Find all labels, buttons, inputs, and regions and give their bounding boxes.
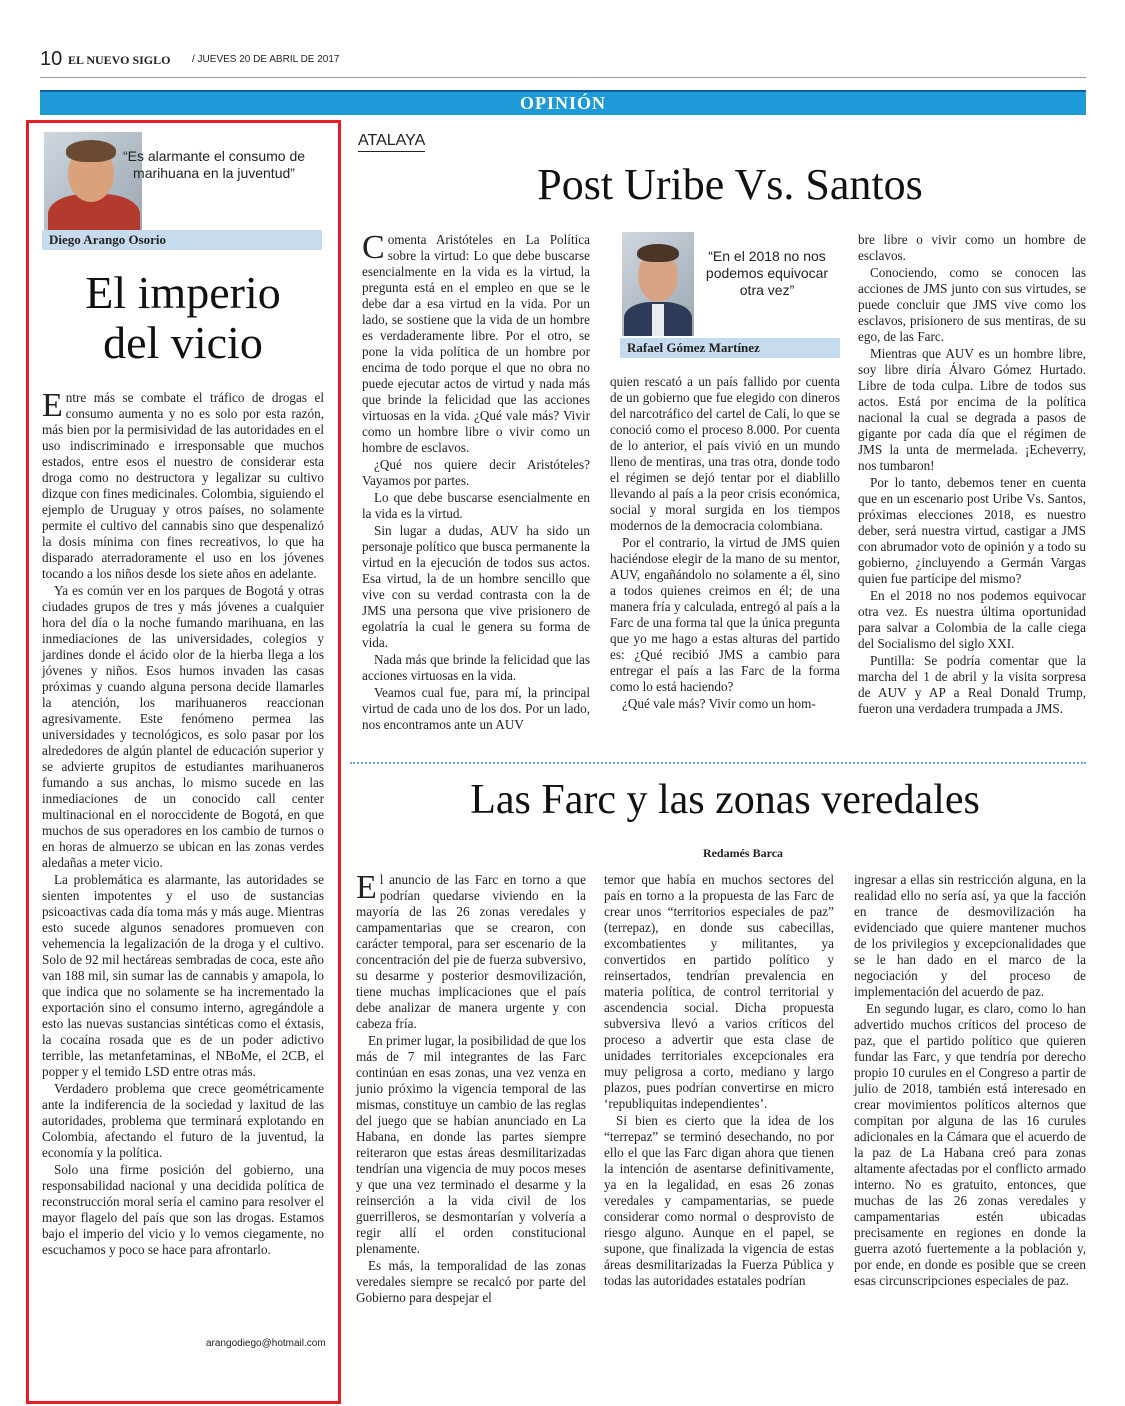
author-photo-rafael xyxy=(622,232,694,336)
paragraph: En primer lugar, la posibilidad de que los más de 7 mil integrantes de las Farc continúan en esas zonas, una vez venza en junio próximo la vigencia temporal de las mismas, constituye un cambio de las reglas del juego que se habían anunciado en La Habana, en donde las partes siempre reiteraron que estas áreas desmilitarizadas tendrían una vigencia de muy pocos meses y que una vez terminado el desarme y la reinserción a la vida civil de los guerrilleros, se desmontarían y volvería a regir allí el orden constitucional plenamente. xyxy=(356,1033,586,1256)
folio-line xyxy=(40,48,1086,78)
author-email: arangodiego@hotmail.com xyxy=(206,1338,326,1349)
paragraph: Conociendo, como se conocen las acciones de JMS junto con sus virtudes, se puede concluir que JMS vive como los esclavos, prisionero de sus mentiras, de su ego, de las Farc. xyxy=(858,265,1086,344)
newspaper-name: EL NUEVO SIGLO xyxy=(68,53,171,67)
headline-left-line2: del vicio xyxy=(103,317,263,368)
paragraph: ¿Qué vale más? Vivir como un hom- xyxy=(622,696,816,711)
paragraph: Por lo tanto, debemos tener en cuenta que en un escenario post Uribe Vs. Santos, próximas elecciones 2018, es nuestro deber, será nuestra virtud, castigar a JMS con abrumador voto de opinión y a todo su gobierno, ¿incluyendo a Germán Vargas quien fue partícipe del mismo? xyxy=(858,475,1086,586)
section-bar xyxy=(40,90,1086,115)
paragraph: Ya es común ver en los parques de Bogotá y otras ciudades grupos de tres y más jóvenes a cualquier hora del día o la noche fumando marihuana, en las inmediaciones de las universidades, colegios y jardines donde el ácido olor de la hierba llega a los jóvenes y niños. Esos humos invaden las casas próximas y cuando alguna persona decide llamarles la atención, los marihuaneros reaccionan agresivamente. Este fenómeno permea las universidades y tecnológicos, es solo pasar por los alrededores de algún plantel de educación superior y se advierte grupitos de estudiantes marihuaneros fumando a sus anchas, lo mismo sucede en las inmediaciones de un conocido call center multinacional en el noroccidente de Bogotá, en que muchos de sus operadores en los cambio de turnos o en horas de almuerzo se ubican en las zonas verdes aledañas a meter vicio. xyxy=(42,583,324,870)
paragraph xyxy=(356,869,586,1032)
issue-date: / JUEVES 20 DE ABRIL DE 2017 xyxy=(192,54,340,65)
headline-atalaya: Post Uribe Vs. Santos xyxy=(537,160,923,209)
paragraph: temor que había en muchos sectores del país en torno a la propuesta de las Farc de crear unos “territorios especiales de paz” (terrepaz), en donde sus cabecillas, excombatientes y militantes, ya convertidos en partido político y reinsertados, tendrían prevalencia en materia política, de control territorial y ascendencia social. Dicha propuesta subversiva llevó a varios críticos del proceso a advertir que esta clase de unidades territoriales excepcionales era muy peligrosa a corto, mediano y largo plazos, pues podrían convertirse en micro ‘republiquitas independientes’. xyxy=(604,872,834,1111)
paragraph xyxy=(362,229,590,456)
headline-left-line1: El imperio xyxy=(85,267,281,318)
column-kicker: ATALAYA xyxy=(358,132,425,152)
atalaya-column-1 xyxy=(362,229,590,734)
paragraph: La problemática es alarmante, las autoridades se sienten impotentes y el uso de sustancias psicoactivas cada día toma más y más auge. Mientras esto sucede algunos senadores promueven con vehemencia la legalización de la droga y el cultivo. Solo de 92 mil hectáreas sembradas de coca, este año van 188 mil, sin sumar las de cannabis y amapola, lo que indica que no solamente se ha incrementado la exportación sino el consumo interno, agregándole a esto las nuevas sustancias sintéticas como el éxtasis, la cocaína rosada que es de un poder adictivo terrible, las metanfetaminas, el NBoMe, el 2CB, el popper y el temido LSD entre otras más. xyxy=(42,872,324,1079)
farc-column-3 xyxy=(854,872,1086,1290)
atalaya-column-2 xyxy=(610,374,840,713)
paragraph: Veamos cual fue, para mí, la principal virtud de cada uno de los dos. Por un lado, nos encontramos ante un AUV xyxy=(362,685,590,732)
paragraph: Si bien es cierto que la idea de los “terrepaz” se terminó desechando, no por ello el que las Farc digan ahora que tienen la intención de asentarse definitivamente, ya en la legalidad, en esas 26 zonas veredales y campamentarias, se puede considerar como normal o desprovisto de riesgo alguno. Aunque en el papel, se supone, que finalizada la vigencia de estas áreas desmilitarizadas la Fuerza Pública y todas las autoridades estatales podrían xyxy=(604,1113,834,1288)
section-divider xyxy=(350,762,1086,764)
paragraph-text: omenta Aristóteles en La Política sobre la virtud: Lo que debe buscarse esencialmente en la vida es la virtud, la pregunta está en el empleo en que se le debe dar a esa virtud en la vida. Por un lado, se sostiene que la vida de un hombre es verdaderamente libre. Por el otro, se pone la vida política de un hombre por encima de todo porque el que no obra no puede ejecutar actos de virtud y nada más que brinde la felicidad que las acciones virtuosas en la vida. ¿Qué vale más? Vivir como un hombre libre o vivir como un hombre de esclavos. xyxy=(362,232,590,455)
paragraph-text: l anuncio de las Farc en torno a que podrían quedarse viviendo en la mayoría de las 26 zonas veredales y campamentarias que se crearon, con carácter temporal, para ser escenario de la concentración del pie de fuerza subversivo, su desarme y posterior desmovilización, tiene muchas implicaciones que el país debe analizar de manera urgente y con cabeza fría. xyxy=(356,872,586,1031)
paragraph: Sin lugar a dudas, AUV ha sido un personaje político que busca permanente la virtud en la ejecución de todos sus actos. Esa virtud, la de un hombre sencillo que vive con su verdad contrasta con la de JMS una persona que vive prisionero de egolatría la cual le genera su forma de vida. xyxy=(362,523,590,650)
paragraph: Nada más que brinde la felicidad que las acciones virtuosas en la vida. xyxy=(362,652,590,683)
headline-left xyxy=(44,268,322,368)
farc-column-1 xyxy=(356,869,586,1307)
paragraph: Es más, la temporalidad de las zonas veredales siempre se recalcó por parte del Gobierno para despejar el xyxy=(356,1258,586,1305)
paragraph: Por el contrario, la virtud de JMS quien haciéndose elegir de la mano de su mentor, AUV, engañándolo no solamente a él, sino a todos quienes creimos en él; de una manera fría y calculada, entregó al país a la Farc de una forma tal que la única pregunta que yo me hago a estas alturas del partido es: ¿Qué recibió JMS a cambio para entregar el país a las Farc de la forma como lo está haciendo? xyxy=(610,535,840,694)
dropcap: E xyxy=(356,869,377,906)
paragraph: Solo una firme posición del gobierno, una responsabilidad nacional y una decidida política de reconstrucción moral sería el camino para resolver el mayor flagelo del país que son las drogas. Estamos bajo el imperio del vicio y lo vemos ciegamente, no escuchamos y poco se hace para afrontarlo. xyxy=(42,1162,324,1257)
pull-quote-left: “Es alarmante el consumo de marihuana en la juventud” xyxy=(122,148,306,181)
paragraph: ¿Qué nos quiere decir Aristóteles? Vayamos por partes. xyxy=(362,457,590,488)
author-byline-atalaya: Rafael Gómez Martínez xyxy=(620,338,840,358)
paragraph: ingresar a ellas sin restricción alguna, en la realidad ello no sería así, ya que la facción en trance de desmovilización ha evidenciado que quiere mantener muchos de los privilegios y excepcionalidades que se le han dado en el marco de la negociación y del proceso de implementación del acuerdo de paz. xyxy=(854,872,1086,999)
section-title: OPINIÓN xyxy=(519,93,606,113)
paragraph: Puntilla: Se podría comentar que la marcha del 1 de abril y la visita sorpresa de AUV y AP a Real Donald Trump, fueron una verdadera trumpada a JMS. xyxy=(858,653,1086,716)
headline-farc: Las Farc y las zonas veredales xyxy=(470,777,980,823)
author-byline-farc: Redamés Barca xyxy=(702,846,784,860)
atalaya-column-3 xyxy=(858,232,1086,718)
dropcap: C xyxy=(362,229,385,266)
dropcap: E xyxy=(42,387,63,424)
paragraph: En el 2018 no nos podemos equivocar otra vez. Es nuestra última oportunidad para salvar a Colombia de la calle ciega del Socialismo del siglo XXI. xyxy=(858,588,1086,651)
paragraph-text: ntre más se combate el tráfico de drogas el consumo aumenta y no es solo por esta razón, más bien por la permisividad de las autoridades en el uso indiscriminado e irresponsable que muchos estados, entre esos el nuestro de considerar esta droga como no destructora y legalizar su cultivo dizque con fines medicinales. Colombia, siguiendo el ejemplo de Uruguay y otros países, no solamente permite el cultivo del cannabis sino que despenalizó la dosis mínima con fines recreativos, lo que ha disparado aterradoramente el uso en los jóvenes tocando a los niños desde los siete años en adelante. xyxy=(42,390,324,581)
paragraph: Lo que debe buscarse esencialmente en la vida es la virtud. xyxy=(362,490,590,521)
paragraph: En segundo lugar, es claro, como lo han advertido muchos críticos del proceso de paz, que el partido político que quieren fundar las Farc, y que tendría por derecho propio 10 curules en el Congreso a partir de julio de 2018, también está interesado en crear movimientos políticos alternos que compitan por alguna de las 16 curules adicionales en la Cámara que el acuerdo de la paz de La Habana creó para zonas altamente afectadas por el conflicto armado interno. No es gratuito, entonces, que muchas de las 26 zonas veredales y campamentarias estén ubicadas precisamente en regiones en donde la guerra azotó fuertemente a la población y, por ende, en donde es posible que se creen esas circunscripciones especiales de paz. xyxy=(854,1001,1086,1288)
author-byline-left: Diego Arango Osorio xyxy=(42,230,322,250)
paragraph: Verdadero problema que crece geométricamente ante la indiferencia de la sociedad y laxitud de las autoridades, problema que terminará explotando en Colombia, afectando el futuro de la juventud, la economía y la política. xyxy=(42,1081,324,1160)
article-body-left xyxy=(42,387,324,1259)
paragraph: quien rescató a un país fallido por cuenta de un gobierno que fue elegido con dineros del narcotráfico del cartel de Cali, lo que se conoció como el proceso 8.000. Por cuenta de lo anterior, el país vivió en un mundo lleno de mentiras, una tras otra, donde todo el régimen se dejó tentar por el diablillo llevando al país a la peor crisis económica, social y moral surgida en los tiempos modernos de la democracia colombiana. xyxy=(610,374,840,533)
paragraph: Mientras que AUV es un hombre libre, soy libre diría Álvaro Gómez Hurtado. Libre de toda culpa. Libre de todos sus actos. Está por encima de la política nacional la cual se degrada a pasos de gigante por cada día que el régimen de JMS la unta de mermelada. ¡Echeverry, nos tumbaron! xyxy=(858,346,1086,473)
page-number: 10 xyxy=(40,48,63,70)
paragraph: bre libre o vivir como un hombre de esclavos. xyxy=(858,232,1086,263)
paragraph xyxy=(42,387,324,582)
farc-column-2 xyxy=(604,872,834,1290)
pull-quote-atalaya: “En el 2018 no nos podemos equivocar otra vez” xyxy=(705,248,829,298)
